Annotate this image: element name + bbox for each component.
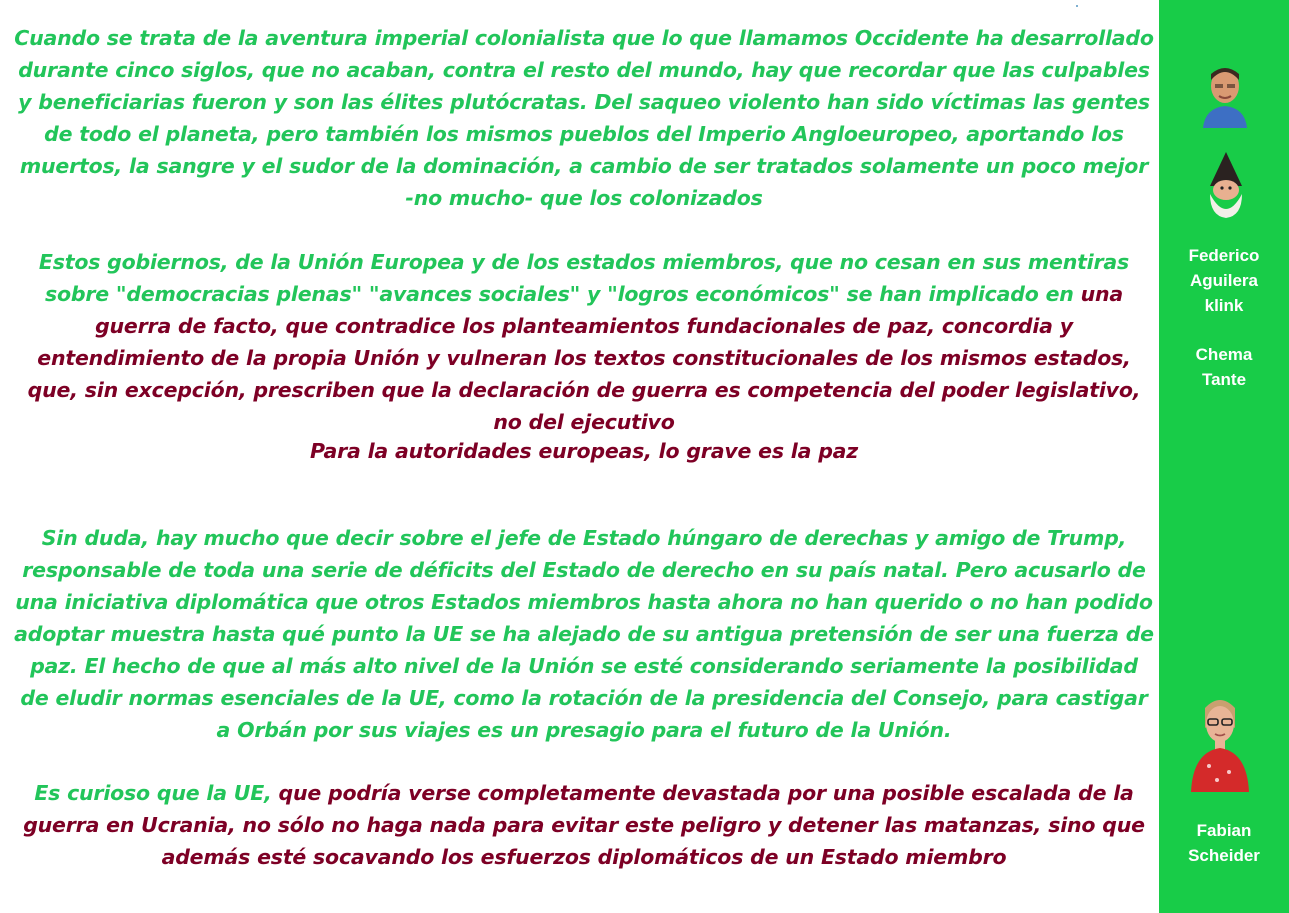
author-name-line: Chema xyxy=(1195,345,1253,364)
avatar-federico xyxy=(1201,62,1249,128)
gnome-figure-icon xyxy=(1202,150,1250,220)
author-name-line: Federico xyxy=(1188,246,1260,265)
author-name-federico xyxy=(1159,243,1289,318)
author-name-line: klink xyxy=(1204,296,1244,315)
author-name-line: Scheider xyxy=(1188,846,1260,865)
author-name-line: Tante xyxy=(1201,370,1247,389)
avatar-fabian xyxy=(1189,688,1251,792)
paragraph-colonialism xyxy=(14,22,1154,214)
paragraph-2-text-green: Estos gobiernos, de la Unión Europea y de los estados miembros, que no cesan en sus mentiras sobre "democracias plenas" "avances sociales" y "logros económicos" se han implicado en xyxy=(38,250,1130,306)
author-name-line: Fabian xyxy=(1196,821,1252,840)
paragraph-3-text: Para la autoridades europeas, lo grave es la paz xyxy=(309,439,859,463)
paragraph-1-text: Cuando se trata de la aventura imperial colonialista que lo que llamamos Occidente ha desarrollado durante cinco siglos, que no acaban, contra el resto del mundo, hay que recordar que las culpables y beneficiarias fueron y son las élites plutócratas. Del saqueo violento han sido víctimas las gentes de todo el planeta, pero también los mismos pueblos del Imperio Angloeuropeo, aportando los muertos, la sangre y el sudor de la dominación, a cambio de ser tratados solamente un poco mejor -no mucho- que los colonizados xyxy=(14,26,1154,210)
paragraph-peace-headline xyxy=(14,435,1154,467)
stray-pixel xyxy=(1076,5,1078,7)
author-name-fabian xyxy=(1159,818,1289,868)
paragraph-eu-governments xyxy=(14,246,1154,438)
paragraph-ukraine xyxy=(14,777,1154,873)
woman-portrait-icon xyxy=(1189,688,1251,792)
author-name-chema xyxy=(1159,342,1289,392)
paragraph-4-text: Sin duda, hay mucho que decir sobre el jefe de Estado húngaro de derechas y amigo de Trump, responsable de toda una serie de déficits del Estado de derecho en su país natal. Pero acusarlo de una iniciativa diplomática que otros Estados miembros hasta ahora no han querido o no han podido adoptar muestra hasta qué punto la UE se ha alejado de su antigua pretensión de ser una fuerza de paz. El hecho de que al más alto nivel de la Unión se esté considerando seriamente la posibilidad de eludir normas esenciales de la UE, como la rotación de la presidencia del Consejo, para castigar a Orbán por sus viajes es un presagio para el futuro de la Unión. xyxy=(14,526,1154,742)
paragraph-hungary xyxy=(14,522,1154,746)
man-portrait-icon xyxy=(1201,62,1249,128)
paragraph-5-text-maroon: que podría verse completamente devastada por una posible escalada de la guerra en Ucrania, no sólo no haga nada para evitar este peligro y detener las matanzas, sino que además esté socavando los esfuerzos diplomáticos de un Estado miembro xyxy=(23,781,1145,869)
author-name-line: Aguilera xyxy=(1189,271,1259,290)
paragraph-2-text-maroon: una guerra de facto, que contradice los planteamientos fundacionales de paz, concordia y entendimiento de la propia Unión y vulneran los textos constitucionales de los mismos estados, que, sin excepción, prescriben que la declaración de guerra es competencia del poder legislativo, no del ejecutivo xyxy=(27,282,1141,434)
paragraph-5-text-green: Es curioso que la UE, xyxy=(34,781,279,805)
author-sidebar xyxy=(1159,0,1289,913)
avatar-chema xyxy=(1202,150,1250,220)
